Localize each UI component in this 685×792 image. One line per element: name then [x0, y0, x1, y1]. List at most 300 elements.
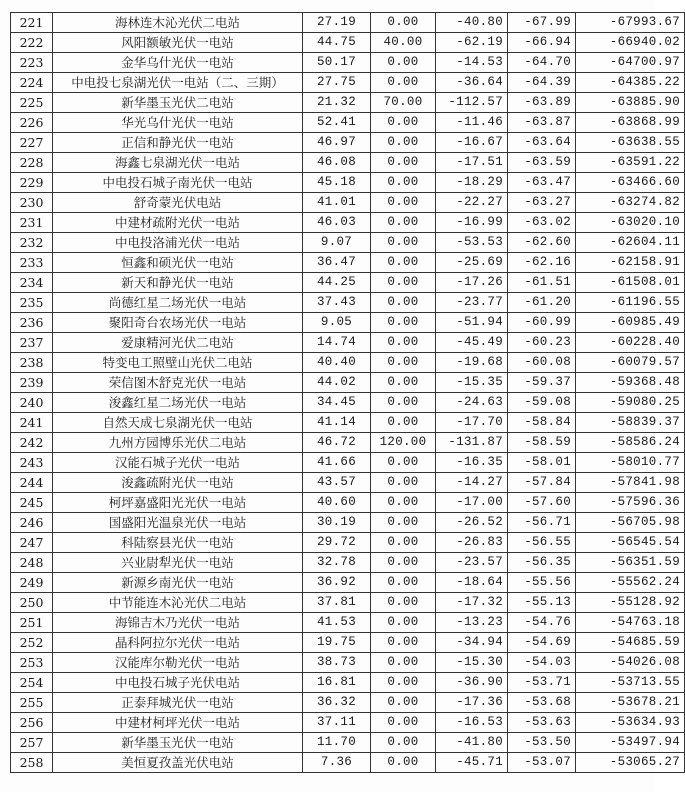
value-c-cell: -14.53 [436, 53, 508, 73]
value-e-cell: -60228.40 [576, 333, 685, 353]
table-row [11, 293, 685, 313]
value-d-cell: -58.59 [508, 433, 576, 453]
value-e-cell: -55128.92 [576, 593, 685, 613]
row-number-cell: 249 [11, 573, 53, 593]
value-a-cell: 27.19 [303, 13, 371, 33]
value-d-cell: -67.99 [508, 13, 576, 33]
value-a-cell: 46.08 [303, 153, 371, 173]
value-e-cell: -53713.55 [576, 673, 685, 693]
row-number-cell: 253 [11, 653, 53, 673]
value-e-cell: -60079.57 [576, 353, 685, 373]
table-row [11, 153, 685, 173]
value-b-cell: 0.00 [371, 213, 436, 233]
value-e-cell: -63868.99 [576, 113, 685, 133]
table-row [11, 473, 685, 493]
table-row [11, 673, 685, 693]
row-number-cell: 248 [11, 553, 53, 573]
value-d-cell: -55.13 [508, 593, 576, 613]
value-b-cell: 40.00 [371, 33, 436, 53]
value-e-cell: -56705.98 [576, 513, 685, 533]
value-d-cell: -53.63 [508, 713, 576, 733]
value-c-cell: -23.57 [436, 553, 508, 573]
value-e-cell: -57596.36 [576, 493, 685, 513]
table-row [11, 213, 685, 233]
value-b-cell: 0.00 [371, 53, 436, 73]
value-b-cell: 0.00 [371, 593, 436, 613]
value-b-cell: 0.00 [371, 413, 436, 433]
row-number-cell: 228 [11, 153, 53, 173]
table-row [11, 253, 685, 273]
station-name-cell: 柯坪嘉盛阳光光伏一电站 [53, 493, 303, 513]
value-a-cell: 44.75 [303, 33, 371, 53]
value-a-cell: 7.36 [303, 753, 371, 773]
station-name-cell: 兴业尉犁光伏一电站 [53, 553, 303, 573]
value-a-cell: 30.19 [303, 513, 371, 533]
value-b-cell: 0.00 [371, 553, 436, 573]
value-b-cell: 0.00 [371, 713, 436, 733]
row-number-cell: 230 [11, 193, 53, 213]
value-d-cell: -63.64 [508, 133, 576, 153]
value-c-cell: -53.53 [436, 233, 508, 253]
table-row [11, 393, 685, 413]
value-a-cell: 34.45 [303, 393, 371, 413]
value-c-cell: -13.23 [436, 613, 508, 633]
value-c-cell: -18.64 [436, 573, 508, 593]
row-number-cell: 258 [11, 753, 53, 773]
value-d-cell: -53.71 [508, 673, 576, 693]
table-row [11, 493, 685, 513]
value-e-cell: -58839.37 [576, 413, 685, 433]
row-number-cell: 234 [11, 273, 53, 293]
value-d-cell: -60.08 [508, 353, 576, 373]
station-name-cell: 国盛阳光温泉光伏一电站 [53, 513, 303, 533]
value-a-cell: 32.78 [303, 553, 371, 573]
value-b-cell: 0.00 [371, 133, 436, 153]
station-name-cell: 海鑫七泉湖光伏一电站 [53, 153, 303, 173]
table-row [11, 173, 685, 193]
value-d-cell: -62.16 [508, 253, 576, 273]
station-name-cell: 金华乌什光伏一电站 [53, 53, 303, 73]
station-name-cell: 风阳额敏光伏一电站 [53, 33, 303, 53]
value-e-cell: -55562.24 [576, 573, 685, 593]
value-d-cell: -64.39 [508, 73, 576, 93]
value-b-cell: 0.00 [371, 673, 436, 693]
value-c-cell: -17.70 [436, 413, 508, 433]
row-number-cell: 237 [11, 333, 53, 353]
value-a-cell: 41.14 [303, 413, 371, 433]
value-b-cell: 0.00 [371, 653, 436, 673]
value-a-cell: 44.25 [303, 273, 371, 293]
value-e-cell: -59368.48 [576, 373, 685, 393]
table-row [11, 273, 685, 293]
station-name-cell: 汉能石城子光伏一电站 [53, 453, 303, 473]
value-d-cell: -63.59 [508, 153, 576, 173]
value-a-cell: 40.40 [303, 353, 371, 373]
row-number-cell: 239 [11, 373, 53, 393]
value-d-cell: -56.71 [508, 513, 576, 533]
table-row [11, 333, 685, 353]
row-number-cell: 233 [11, 253, 53, 273]
value-b-cell: 70.00 [371, 93, 436, 113]
value-a-cell: 37.81 [303, 593, 371, 613]
value-a-cell: 45.18 [303, 173, 371, 193]
row-number-cell: 254 [11, 673, 53, 693]
table-row [11, 553, 685, 573]
station-name-cell: 中建材柯坪光伏一电站 [53, 713, 303, 733]
table-row [11, 713, 685, 733]
station-name-cell: 华光乌什光伏一电站 [53, 113, 303, 133]
row-number-cell: 256 [11, 713, 53, 733]
value-c-cell: -22.27 [436, 193, 508, 213]
value-e-cell: -60985.49 [576, 313, 685, 333]
value-d-cell: -61.20 [508, 293, 576, 313]
station-name-cell: 九州方园博乐光伏二电站 [53, 433, 303, 453]
value-a-cell: 36.47 [303, 253, 371, 273]
value-c-cell: -36.64 [436, 73, 508, 93]
row-number-cell: 235 [11, 293, 53, 313]
value-b-cell: 0.00 [371, 193, 436, 213]
value-a-cell: 41.01 [303, 193, 371, 213]
table-row [11, 13, 685, 33]
value-a-cell: 36.32 [303, 693, 371, 713]
value-e-cell: -61196.55 [576, 293, 685, 313]
station-name-cell: 中电投七泉湖光伏一电站（二、三期） [53, 73, 303, 93]
value-a-cell: 38.73 [303, 653, 371, 673]
table-body [11, 13, 685, 773]
value-d-cell: -66.94 [508, 33, 576, 53]
value-c-cell: -51.94 [436, 313, 508, 333]
value-c-cell: -25.69 [436, 253, 508, 273]
value-a-cell: 36.92 [303, 573, 371, 593]
table-row [11, 513, 685, 533]
table-row [11, 133, 685, 153]
value-e-cell: -62604.11 [576, 233, 685, 253]
value-c-cell: -26.52 [436, 513, 508, 533]
row-number-cell: 225 [11, 93, 53, 113]
value-c-cell: -18.29 [436, 173, 508, 193]
value-d-cell: -53.07 [508, 753, 576, 773]
row-number-cell: 221 [11, 13, 53, 33]
value-d-cell: -63.89 [508, 93, 576, 113]
value-d-cell: -53.50 [508, 733, 576, 753]
value-d-cell: -63.27 [508, 193, 576, 213]
value-b-cell: 120.00 [371, 433, 436, 453]
value-c-cell: -16.67 [436, 133, 508, 153]
row-number-cell: 240 [11, 393, 53, 413]
value-a-cell: 50.17 [303, 53, 371, 73]
value-d-cell: -57.84 [508, 473, 576, 493]
value-a-cell: 40.60 [303, 493, 371, 513]
row-number-cell: 250 [11, 593, 53, 613]
value-e-cell: -63274.82 [576, 193, 685, 213]
value-c-cell: -34.94 [436, 633, 508, 653]
value-c-cell: -17.36 [436, 693, 508, 713]
value-d-cell: -54.03 [508, 653, 576, 673]
value-a-cell: 52.41 [303, 113, 371, 133]
row-number-cell: 231 [11, 213, 53, 233]
value-a-cell: 19.75 [303, 633, 371, 653]
row-number-cell: 255 [11, 693, 53, 713]
value-c-cell: -17.00 [436, 493, 508, 513]
value-d-cell: -54.76 [508, 613, 576, 633]
station-name-cell: 晶科阿拉尔光伏一电站 [53, 633, 303, 653]
value-c-cell: -36.90 [436, 673, 508, 693]
value-b-cell: 0.00 [371, 633, 436, 653]
row-number-cell: 226 [11, 113, 53, 133]
value-d-cell: -54.69 [508, 633, 576, 653]
station-name-cell: 中电投洛浦光伏一电站 [53, 233, 303, 253]
value-d-cell: -57.60 [508, 493, 576, 513]
station-name-cell: 新源乡南光伏一电站 [53, 573, 303, 593]
value-e-cell: -56545.54 [576, 533, 685, 553]
table-row [11, 373, 685, 393]
table-row [11, 353, 685, 373]
value-c-cell: -17.32 [436, 593, 508, 613]
row-number-cell: 243 [11, 453, 53, 473]
row-number-cell: 244 [11, 473, 53, 493]
value-c-cell: -11.46 [436, 113, 508, 133]
value-c-cell: -40.80 [436, 13, 508, 33]
value-b-cell: 0.00 [371, 573, 436, 593]
table-row [11, 193, 685, 213]
value-a-cell: 41.53 [303, 613, 371, 633]
value-c-cell: -16.99 [436, 213, 508, 233]
station-name-cell: 自然天成七泉湖光伏一电站 [53, 413, 303, 433]
value-d-cell: -64.70 [508, 53, 576, 73]
table-row [11, 113, 685, 133]
table-row [11, 93, 685, 113]
value-a-cell: 43.57 [303, 473, 371, 493]
value-e-cell: -63885.90 [576, 93, 685, 113]
value-e-cell: -64700.97 [576, 53, 685, 73]
value-a-cell: 46.97 [303, 133, 371, 153]
value-b-cell: 0.00 [371, 393, 436, 413]
value-c-cell: -17.51 [436, 153, 508, 173]
value-d-cell: -58.01 [508, 453, 576, 473]
row-number-cell: 247 [11, 533, 53, 553]
table-row [11, 33, 685, 53]
station-name-cell: 舒奇蒙光伏电站 [53, 193, 303, 213]
value-d-cell: -60.99 [508, 313, 576, 333]
value-b-cell: 0.00 [371, 493, 436, 513]
value-e-cell: -58586.24 [576, 433, 685, 453]
station-name-cell: 美恒夏孜盖光伏电站 [53, 753, 303, 773]
row-number-cell: 241 [11, 413, 53, 433]
value-b-cell: 0.00 [371, 353, 436, 373]
value-d-cell: -53.68 [508, 693, 576, 713]
value-e-cell: -63020.10 [576, 213, 685, 233]
station-name-cell: 爱康精河光伏二电站 [53, 333, 303, 353]
value-e-cell: -62158.91 [576, 253, 685, 273]
value-e-cell: -56351.59 [576, 553, 685, 573]
row-number-cell: 224 [11, 73, 53, 93]
value-d-cell: -63.02 [508, 213, 576, 233]
value-a-cell: 11.70 [303, 733, 371, 753]
station-name-cell: 尚德红星二场光伏一电站 [53, 293, 303, 313]
value-c-cell: -15.30 [436, 653, 508, 673]
station-name-cell: 浚鑫红星二场光伏一电站 [53, 393, 303, 413]
value-e-cell: -58010.77 [576, 453, 685, 473]
value-b-cell: 0.00 [371, 733, 436, 753]
value-e-cell: -63591.22 [576, 153, 685, 173]
value-c-cell: -62.19 [436, 33, 508, 53]
value-b-cell: 0.00 [371, 253, 436, 273]
table-row [11, 413, 685, 433]
table-row [11, 233, 685, 253]
value-e-cell: -61508.01 [576, 273, 685, 293]
value-b-cell: 0.00 [371, 753, 436, 773]
value-d-cell: -59.37 [508, 373, 576, 393]
value-e-cell: -53065.27 [576, 753, 685, 773]
row-number-cell: 238 [11, 353, 53, 373]
station-name-cell: 荣信图木舒克光伏一电站 [53, 373, 303, 393]
station-name-cell: 浚鑫疏附光伏一电站 [53, 473, 303, 493]
station-name-cell: 正泰拜城光伏一电站 [53, 693, 303, 713]
value-b-cell: 0.00 [371, 613, 436, 633]
station-name-cell: 中节能连木沁光伏二电站 [53, 593, 303, 613]
table-row [11, 433, 685, 453]
table-row [11, 693, 685, 713]
value-b-cell: 0.00 [371, 693, 436, 713]
value-b-cell: 0.00 [371, 233, 436, 253]
value-c-cell: -15.35 [436, 373, 508, 393]
station-name-cell: 海锦吉木乃光伏一电站 [53, 613, 303, 633]
value-e-cell: -67993.67 [576, 13, 685, 33]
value-c-cell: -16.53 [436, 713, 508, 733]
value-b-cell: 0.00 [371, 113, 436, 133]
value-a-cell: 44.02 [303, 373, 371, 393]
value-d-cell: -61.51 [508, 273, 576, 293]
value-e-cell: -53634.93 [576, 713, 685, 733]
table-row [11, 753, 685, 773]
row-number-cell: 257 [11, 733, 53, 753]
value-e-cell: -64385.22 [576, 73, 685, 93]
value-b-cell: 0.00 [371, 473, 436, 493]
station-name-cell: 新华墨玉光伏一电站 [53, 733, 303, 753]
value-c-cell: -24.63 [436, 393, 508, 413]
value-d-cell: -63.87 [508, 113, 576, 133]
table-row [11, 73, 685, 93]
value-c-cell: -14.27 [436, 473, 508, 493]
station-name-cell: 正信和静光伏一电站 [53, 133, 303, 153]
row-number-cell: 232 [11, 233, 53, 253]
value-a-cell: 41.66 [303, 453, 371, 473]
value-d-cell: -58.84 [508, 413, 576, 433]
table-row [11, 633, 685, 653]
value-a-cell: 21.32 [303, 93, 371, 113]
value-b-cell: 0.00 [371, 293, 436, 313]
value-e-cell: -63638.55 [576, 133, 685, 153]
value-b-cell: 0.00 [371, 333, 436, 353]
value-a-cell: 46.72 [303, 433, 371, 453]
value-a-cell: 37.11 [303, 713, 371, 733]
row-number-cell: 246 [11, 513, 53, 533]
value-d-cell: -60.23 [508, 333, 576, 353]
value-b-cell: 0.00 [371, 533, 436, 553]
row-number-cell: 229 [11, 173, 53, 193]
value-c-cell: -45.71 [436, 753, 508, 773]
value-c-cell: -16.35 [436, 453, 508, 473]
value-c-cell: -112.57 [436, 93, 508, 113]
value-b-cell: 0.00 [371, 73, 436, 93]
row-number-cell: 227 [11, 133, 53, 153]
station-name-cell: 海林连木沁光伏二电站 [53, 13, 303, 33]
value-e-cell: -63466.60 [576, 173, 685, 193]
value-b-cell: 0.00 [371, 513, 436, 533]
value-c-cell: -19.68 [436, 353, 508, 373]
value-c-cell: -23.77 [436, 293, 508, 313]
value-e-cell: -53497.94 [576, 733, 685, 753]
value-b-cell: 0.00 [371, 373, 436, 393]
station-name-cell: 新天和静光伏一电站 [53, 273, 303, 293]
value-a-cell: 37.43 [303, 293, 371, 313]
value-b-cell: 0.00 [371, 273, 436, 293]
value-d-cell: -63.47 [508, 173, 576, 193]
table-row [11, 313, 685, 333]
station-name-cell: 中建材疏附光伏一电站 [53, 213, 303, 233]
value-e-cell: -57841.98 [576, 473, 685, 493]
value-e-cell: -54763.18 [576, 613, 685, 633]
value-c-cell: -26.83 [436, 533, 508, 553]
row-number-cell: 251 [11, 613, 53, 633]
value-c-cell: -17.26 [436, 273, 508, 293]
value-a-cell: 9.05 [303, 313, 371, 333]
value-c-cell: -41.80 [436, 733, 508, 753]
row-number-cell: 252 [11, 633, 53, 653]
table-row [11, 613, 685, 633]
value-b-cell: 0.00 [371, 313, 436, 333]
value-e-cell: -59080.25 [576, 393, 685, 413]
station-name-cell: 特变电工照壁山光伏二电站 [53, 353, 303, 373]
row-number-cell: 222 [11, 33, 53, 53]
station-name-cell: 恒鑫和硕光伏一电站 [53, 253, 303, 273]
value-d-cell: -62.60 [508, 233, 576, 253]
value-a-cell: 16.81 [303, 673, 371, 693]
value-d-cell: -59.08 [508, 393, 576, 413]
value-c-cell: -131.87 [436, 433, 508, 453]
station-name-cell: 聚阳奇台农场光伏一电站 [53, 313, 303, 333]
value-e-cell: -54026.08 [576, 653, 685, 673]
value-b-cell: 0.00 [371, 153, 436, 173]
value-b-cell: 0.00 [371, 13, 436, 33]
table-row [11, 53, 685, 73]
station-name-cell: 汉能库尔勒光伏一电站 [53, 653, 303, 673]
station-name-cell: 新华墨玉光伏二电站 [53, 93, 303, 113]
table-row [11, 593, 685, 613]
station-name-cell: 中电投石城子南光伏一电站 [53, 173, 303, 193]
value-b-cell: 0.00 [371, 173, 436, 193]
row-number-cell: 245 [11, 493, 53, 513]
value-c-cell: -45.49 [436, 333, 508, 353]
row-number-cell: 236 [11, 313, 53, 333]
value-b-cell: 0.00 [371, 453, 436, 473]
table-row [11, 653, 685, 673]
value-a-cell: 46.03 [303, 213, 371, 233]
value-d-cell: -56.35 [508, 553, 576, 573]
value-d-cell: -56.55 [508, 533, 576, 553]
table-row [11, 733, 685, 753]
assessment-table [10, 12, 685, 773]
station-name-cell: 中电投石城子光伏电站 [53, 673, 303, 693]
table-row [11, 573, 685, 593]
value-e-cell: -53678.21 [576, 693, 685, 713]
value-a-cell: 9.07 [303, 233, 371, 253]
station-name-cell: 科陆察县光伏一电站 [53, 533, 303, 553]
row-number-cell: 242 [11, 433, 53, 453]
value-d-cell: -55.56 [508, 573, 576, 593]
value-a-cell: 14.74 [303, 333, 371, 353]
value-a-cell: 29.72 [303, 533, 371, 553]
